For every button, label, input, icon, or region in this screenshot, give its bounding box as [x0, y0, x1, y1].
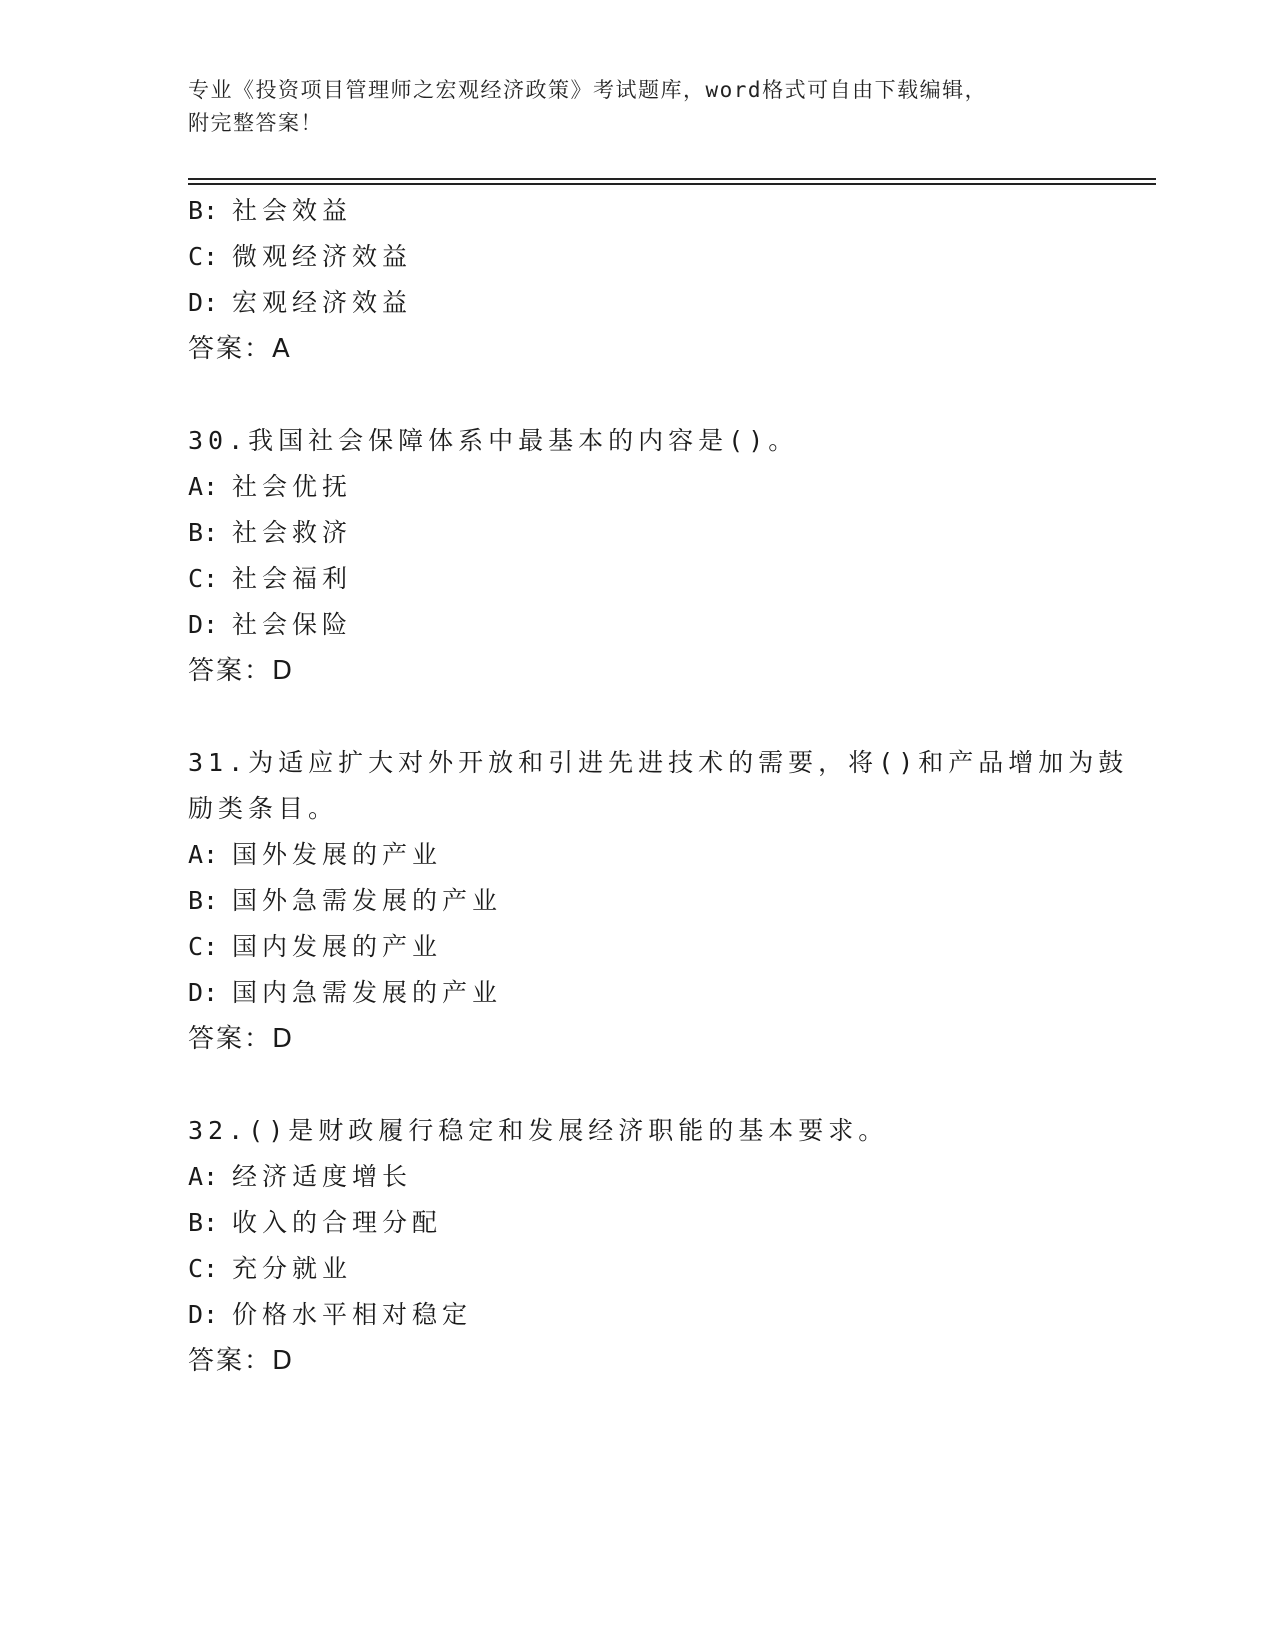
answer: 答案：D [188, 656, 295, 686]
option-key: C: [188, 564, 219, 593]
option-text: 社会救济 [232, 518, 353, 547]
spacer [188, 372, 1088, 418]
option-key: C: [188, 932, 219, 961]
option-text: 微观经济效益 [232, 242, 413, 271]
option-key: D: [188, 288, 219, 317]
option-key: D: [188, 610, 219, 639]
header-line-2: 附完整答案！ [188, 111, 323, 135]
option-text: 收入的合理分配 [232, 1208, 443, 1237]
answer: 答案：D [188, 1346, 295, 1376]
option-b [188, 1200, 1088, 1246]
option-text: 价格水平相对稳定 [232, 1300, 473, 1329]
option-text: 社会优抚 [232, 472, 353, 501]
option-c [188, 234, 1088, 280]
option-key: D: [188, 1300, 219, 1329]
document-header [188, 74, 1088, 140]
question-30 [188, 418, 1088, 694]
question-text: 32.()是财政履行稳定和发展经济职能的基本要求。 [188, 1116, 889, 1145]
option-key: A: [188, 472, 219, 501]
option-text: 国内急需发展的产业 [232, 978, 503, 1007]
option-c [188, 556, 1088, 602]
option-key: A: [188, 1162, 219, 1191]
header-divider-bottom [188, 183, 1156, 185]
question-29 [188, 188, 1088, 372]
option-key: C: [188, 1254, 219, 1283]
option-text: 社会效益 [232, 196, 353, 225]
option-a [188, 832, 1088, 878]
option-c [188, 924, 1088, 970]
answer: 答案：D [188, 1024, 295, 1054]
spacer [188, 1062, 1088, 1108]
option-b [188, 878, 1088, 924]
option-b [188, 510, 1088, 556]
option-text: 充分就业 [232, 1254, 353, 1283]
option-key: B: [188, 196, 219, 225]
question-list [188, 188, 1129, 1384]
option-key: B: [188, 886, 219, 915]
option-d [188, 280, 1088, 326]
option-key: A: [188, 840, 219, 869]
option-text: 国外发展的产业 [232, 840, 443, 869]
option-key: D: [188, 978, 219, 1007]
question-text: 30.我国社会保障体系中最基本的内容是()。 [188, 426, 799, 455]
option-a [188, 1154, 1088, 1200]
question-text-line-2: 励类条目。 [188, 794, 339, 823]
answer: 答案：A [188, 334, 292, 364]
option-d [188, 1292, 1088, 1338]
option-a [188, 464, 1088, 510]
header-line-1: 专业《投资项目管理师之宏观经济政策》考试题库，word格式可自由下载编辑， [188, 78, 988, 102]
option-key: B: [188, 1208, 219, 1237]
option-text: 社会福利 [232, 564, 353, 593]
option-key: B: [188, 518, 219, 547]
option-text: 社会保险 [232, 610, 353, 639]
option-text: 国外急需发展的产业 [232, 886, 503, 915]
option-text: 宏观经济效益 [232, 288, 413, 317]
option-d [188, 602, 1088, 648]
option-text: 经济适度增长 [232, 1162, 413, 1191]
option-key: C: [188, 242, 219, 271]
question-text-line-1: 31.为适应扩大对外开放和引进先进技术的需要，将()和产品增加为鼓 [188, 748, 1129, 777]
option-d [188, 970, 1088, 1016]
option-text: 国内发展的产业 [232, 932, 443, 961]
option-c [188, 1246, 1088, 1292]
header-divider-top [188, 178, 1156, 180]
option-b [188, 188, 1088, 234]
question-31 [188, 740, 1129, 1062]
spacer [188, 694, 1088, 740]
question-32 [188, 1108, 1088, 1384]
